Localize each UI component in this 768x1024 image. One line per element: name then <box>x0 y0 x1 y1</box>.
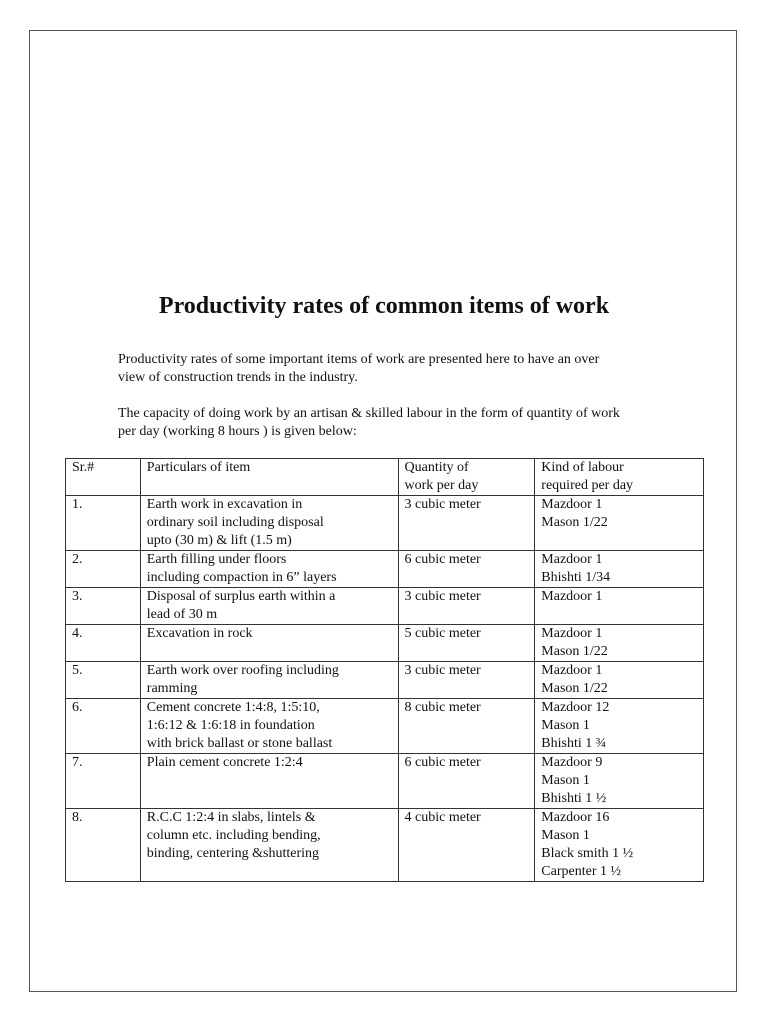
cell-text-line: 4. <box>72 626 83 641</box>
cell-text-line: Mason 1/22 <box>541 681 608 696</box>
particulars-cell <box>140 496 398 551</box>
quantity-cell <box>398 754 535 809</box>
sr-no-cell <box>66 699 141 754</box>
cell-text-line: 3. <box>72 589 83 604</box>
cell-text-line: 6 cubic meter <box>404 552 481 567</box>
cell-text-line: 5. <box>72 663 83 678</box>
cell-text-line: Mazdoor 1 <box>541 552 603 567</box>
paragraph-line: per day (working 8 hours ) is given below: <box>118 424 357 439</box>
cell-text-line: Earth work in excavation in <box>146 497 303 512</box>
table-row <box>66 625 704 662</box>
labour-cell <box>535 625 704 662</box>
cell-text-line: work per day <box>404 478 479 493</box>
cell-text-line: Mazdoor 9 <box>541 755 603 770</box>
cell-text-line: Disposal of surplus earth within a <box>146 589 336 604</box>
sr-no-cell <box>66 662 141 699</box>
cell-text-line: Carpenter 1 ½ <box>541 864 621 879</box>
labour-cell <box>535 662 704 699</box>
particulars-cell <box>140 754 398 809</box>
cell-text-line: Mason 1/22 <box>541 515 608 530</box>
cell-text-line: Cement concrete 1:4:8, 1:5:10, <box>146 700 320 715</box>
capacity-paragraph <box>118 405 678 441</box>
cell-text-line: 3 cubic meter <box>404 589 481 604</box>
header-labour-cell <box>535 459 704 496</box>
cell-text-line: Mason 1 <box>541 718 590 733</box>
cell-text-line: binding, centering &shuttering <box>146 846 320 861</box>
sr-no-cell <box>66 496 141 551</box>
document-title: Productivity rates of common items of work <box>158 293 610 319</box>
quantity-cell <box>398 551 535 588</box>
table-row <box>66 551 704 588</box>
cell-text-line: Earth filling under floors <box>146 552 287 567</box>
cell-text-line: 5 cubic meter <box>404 626 481 641</box>
table-header-row <box>66 459 704 496</box>
cell-text-line: Mazdoor 16 <box>541 810 610 825</box>
cell-text-line: Bhishti 1/34 <box>541 570 611 585</box>
cell-text-line: Mazdoor 1 <box>541 626 603 641</box>
cell-text-line: Mazdoor 12 <box>541 700 610 715</box>
cell-text-line: Mason 1 <box>541 828 590 843</box>
table-row <box>66 754 704 809</box>
cell-text-line: 1:6:12 & 1:6:18 in foundation <box>146 718 315 733</box>
sr-no-cell <box>66 588 141 625</box>
cell-text-line: 8. <box>72 810 83 825</box>
cell-text-line: Sr.# <box>72 460 95 475</box>
quantity-cell <box>398 625 535 662</box>
cell-text-line: 7. <box>72 755 83 770</box>
quantity-cell <box>398 496 535 551</box>
cell-text-line: Black smith 1 ½ <box>541 846 634 861</box>
table-row <box>66 496 704 551</box>
intro-paragraph <box>118 351 678 387</box>
labour-cell <box>535 496 704 551</box>
cell-text-line: Excavation in rock <box>146 626 253 641</box>
cell-text-line: including compaction in 6” layers <box>146 570 337 585</box>
labour-cell <box>535 699 704 754</box>
sr-no-cell <box>66 754 141 809</box>
cell-text-line: 4 cubic meter <box>404 810 481 825</box>
labour-cell <box>535 588 704 625</box>
cell-text-line: 2. <box>72 552 83 567</box>
cell-text-line: 1. <box>72 497 83 512</box>
cell-text-line: 6. <box>72 700 83 715</box>
cell-text-line: 6 cubic meter <box>404 755 481 770</box>
particulars-cell <box>140 588 398 625</box>
cell-text-line: upto (30 m) & lift (1.5 m) <box>146 533 292 548</box>
cell-text-line: Particulars of item <box>146 460 251 475</box>
cell-text-line: 3 cubic meter <box>404 663 481 678</box>
cell-text-line: Mazdoor 1 <box>541 663 603 678</box>
cell-text-line: Quantity of <box>404 460 469 475</box>
cell-text-line: with brick ballast or stone ballast <box>146 736 333 751</box>
quantity-cell <box>398 809 535 882</box>
cell-text-line: ordinary soil including disposal <box>146 515 324 530</box>
particulars-cell <box>140 662 398 699</box>
cell-text-line: Earth work over roofing including <box>146 663 339 678</box>
labour-cell <box>535 809 704 882</box>
table-row <box>66 662 704 699</box>
labour-cell <box>535 754 704 809</box>
quantity-cell <box>398 699 535 754</box>
cell-text-line: Bhishti 1 ¾ <box>541 736 607 751</box>
cell-text-line: Mason 1 <box>541 773 590 788</box>
sr-no-cell <box>66 809 141 882</box>
particulars-cell <box>140 625 398 662</box>
cell-text-line: Mazdoor 1 <box>541 589 603 604</box>
paragraph-line: view of construction trends in the industry. <box>118 370 358 385</box>
table-row <box>66 588 704 625</box>
cell-text-line: ramming <box>146 681 198 696</box>
cell-text-line: Bhishti 1 ½ <box>541 791 607 806</box>
labour-cell <box>535 551 704 588</box>
cell-text-line: Plain cement concrete 1:2:4 <box>146 755 303 770</box>
particulars-cell <box>140 699 398 754</box>
quantity-cell <box>398 662 535 699</box>
header-quantity-cell <box>398 459 535 496</box>
cell-text-line: 3 cubic meter <box>404 497 481 512</box>
cell-text-line: Mazdoor 1 <box>541 497 603 512</box>
sr-no-cell <box>66 625 141 662</box>
particulars-cell <box>140 809 398 882</box>
cell-text-line: R.C.C 1:2:4 in slabs, lintels & <box>146 810 316 825</box>
paragraph-line: Productivity rates of some important items of work are presented here to have an over <box>118 352 600 367</box>
table-row <box>66 699 704 754</box>
productivity-table <box>65 458 704 882</box>
cell-text-line: Mason 1/22 <box>541 644 608 659</box>
cell-text-line: 8 cubic meter <box>404 700 481 715</box>
cell-text-line: lead of 30 m <box>146 607 218 622</box>
table-row <box>66 809 704 882</box>
header-sr-no-cell <box>66 459 141 496</box>
paragraph-line: The capacity of doing work by an artisan & skilled labour in the form of quantity of work <box>118 406 620 421</box>
cell-text-line: required per day <box>541 478 634 493</box>
particulars-cell <box>140 551 398 588</box>
header-particulars-cell <box>140 459 398 496</box>
cell-text-line: column etc. including bending, <box>146 828 321 843</box>
sr-no-cell <box>66 551 141 588</box>
quantity-cell <box>398 588 535 625</box>
table-body <box>66 459 704 882</box>
cell-text-line: Kind of labour <box>541 460 624 475</box>
